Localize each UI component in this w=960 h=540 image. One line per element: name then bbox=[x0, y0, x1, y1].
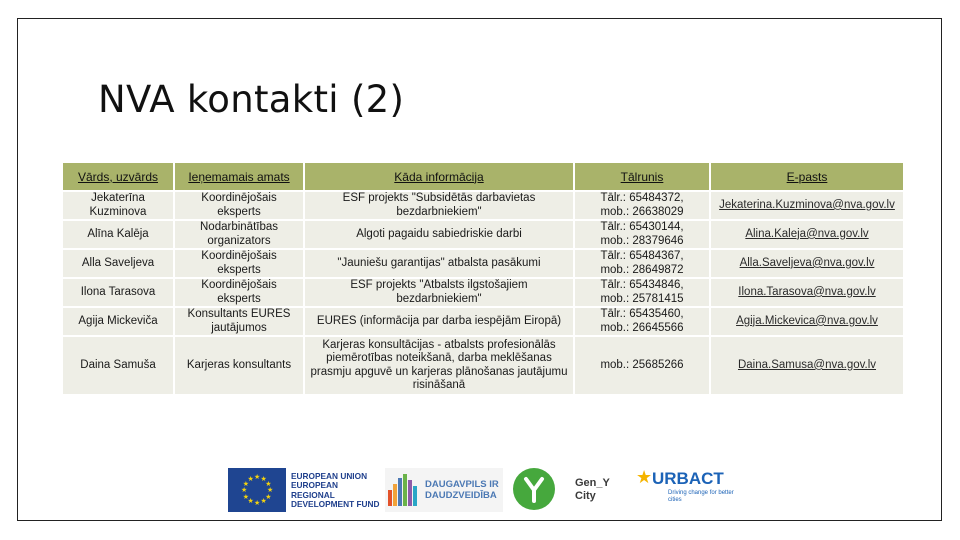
contact-phone: Tālr.: 65484372, mob.: 26638029 bbox=[575, 190, 711, 219]
contact-position: Koordinējošais eksperts bbox=[175, 277, 305, 306]
contact-position: Konsultants EURES jautājumos bbox=[175, 306, 305, 335]
contact-name: Jekaterīna Kuzminova bbox=[63, 190, 175, 219]
slide-title: NVA kontakti (2) bbox=[98, 78, 405, 121]
header-name: Vārds, uzvārds bbox=[63, 163, 175, 190]
contact-phone: Tālr.: 65434846, mob.: 25781415 bbox=[575, 277, 711, 306]
eu-flag-icon bbox=[228, 468, 286, 512]
contact-email[interactable]: Alina.Kaleja@nva.gov.lv bbox=[711, 219, 903, 248]
contact-phone: mob.: 25685266 bbox=[575, 335, 711, 394]
table-header-row bbox=[63, 163, 903, 190]
header-phone: Tālrunis bbox=[575, 163, 711, 190]
header-email: E-pasts bbox=[711, 163, 903, 190]
table-body bbox=[63, 190, 903, 394]
eu-star-icon: ★ bbox=[242, 480, 250, 488]
daugavpils-logo-icon bbox=[387, 472, 421, 508]
contact-info: EURES (informācija par darba iespējām Eiropā) bbox=[305, 306, 575, 335]
contact-email[interactable]: Jekaterina.Kuzminova@nva.gov.lv bbox=[711, 190, 903, 219]
contact-position: Karjeras konsultants bbox=[175, 335, 305, 394]
contact-email[interactable]: Alla.Saveljeva@nva.gov.lv bbox=[711, 248, 903, 277]
eu-star-icon: ★ bbox=[242, 493, 250, 501]
contact-phone: Tālr.: 65430144, mob.: 28379646 bbox=[575, 219, 711, 248]
urbact-star-icon: ★ bbox=[636, 467, 653, 487]
eu-star-icon: ★ bbox=[241, 487, 248, 494]
eu-star-icon: ★ bbox=[260, 498, 267, 506]
eu-star-icon: ★ bbox=[265, 493, 272, 501]
eu-star-icon: ★ bbox=[247, 498, 254, 506]
geny-logo-text: Gen_Y City bbox=[575, 477, 610, 502]
contact-position: Koordinējošais eksperts bbox=[175, 190, 305, 219]
contacts-table bbox=[63, 163, 903, 394]
contact-phone: Tālr.: 65484367, mob.: 28649872 bbox=[575, 248, 711, 277]
contact-info: Karjeras konsultācijas - atbalsts profesionālās piemērotības noteikšanā, darba meklēšanas prasmju apguvē un karjeras plānošanas jautājumu risināšanā bbox=[305, 335, 575, 394]
table-row bbox=[63, 248, 903, 277]
eu-star-icon: ★ bbox=[265, 480, 272, 488]
contact-email[interactable]: Daina.Samusa@nva.gov.lv bbox=[711, 335, 903, 394]
table-row bbox=[63, 306, 903, 335]
geny-logo-icon bbox=[513, 468, 555, 510]
table-row bbox=[63, 219, 903, 248]
contact-name: Daina Samuša bbox=[63, 335, 175, 394]
contact-info: "Jauniešu garantijas" atbalsta pasākumi bbox=[305, 248, 575, 277]
contact-name: Agija Mickeviča bbox=[63, 306, 175, 335]
table-row bbox=[63, 190, 903, 219]
eu-star-icon: ★ bbox=[247, 475, 254, 483]
contact-info: ESF projekts "Atbalsts ilgstošajiem bezdarbniekiem" bbox=[305, 277, 575, 306]
urbact-tagline: Driving change for better cities bbox=[668, 490, 734, 503]
header-info: Kāda informācija bbox=[305, 163, 575, 190]
contact-email[interactable]: Ilona.Tarasova@nva.gov.lv bbox=[711, 277, 903, 306]
contact-position: Koordinējošais eksperts bbox=[175, 248, 305, 277]
contact-name: Ilona Tarasova bbox=[63, 277, 175, 306]
daugavpils-logo-text: DAUGAVPILS IR DAUDZVEIDĪBA bbox=[425, 479, 499, 501]
urbact-logo-text: URBACT bbox=[652, 469, 724, 488]
contact-name: Alla Saveljeva bbox=[63, 248, 175, 277]
eu-star-icon: ★ bbox=[254, 474, 261, 481]
eu-star-icon: ★ bbox=[267, 487, 274, 494]
contact-position: Nodarbinātības organizators bbox=[175, 219, 305, 248]
contact-info: ESF projekts "Subsidētās darbavietas bezdarbniekiem" bbox=[305, 190, 575, 219]
daugavpils-logo bbox=[385, 468, 503, 512]
contact-email[interactable]: Agija.Mickevica@nva.gov.lv bbox=[711, 306, 903, 335]
eu-star-icon: ★ bbox=[254, 500, 261, 507]
contact-name: Alīna Kalēja bbox=[63, 219, 175, 248]
contact-info: Algoti pagaidu sabiedriskie darbi bbox=[305, 219, 575, 248]
eu-star-icon: ★ bbox=[260, 475, 267, 483]
table-row bbox=[63, 335, 903, 394]
eu-fund-text: EUROPEAN UNION EUROPEAN REGIONAL DEVELOPMENT FUND bbox=[291, 471, 380, 509]
contact-phone: Tālr.: 65435460, mob.: 26645566 bbox=[575, 306, 711, 335]
header-position: Ieņemamais amats bbox=[175, 163, 305, 190]
table-row bbox=[63, 277, 903, 306]
